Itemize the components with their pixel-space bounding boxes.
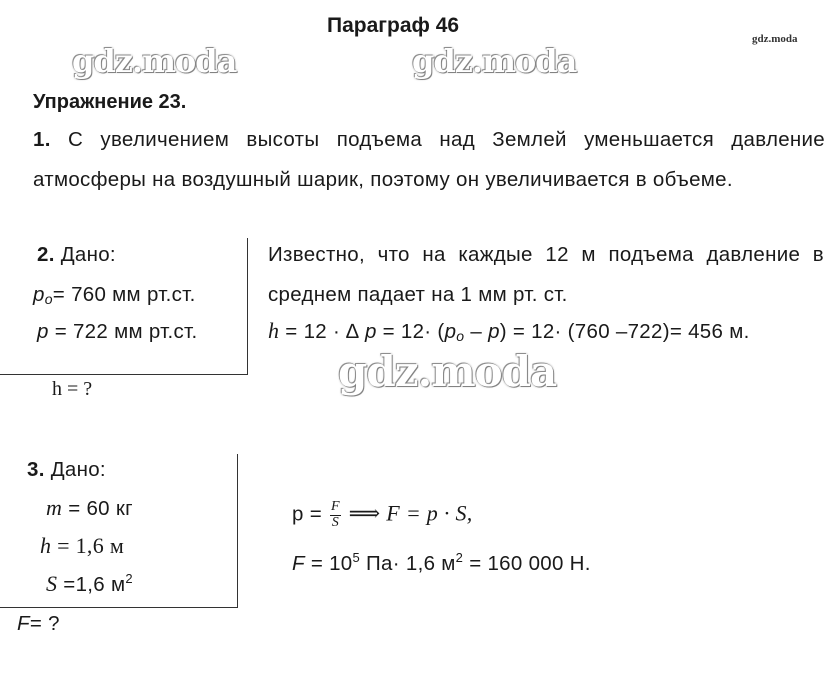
task2-find bbox=[52, 378, 92, 401]
task2-number: 2. bbox=[37, 243, 55, 266]
task3-formula2 bbox=[292, 552, 591, 576]
task2-given: Дано: bbox=[60, 243, 116, 266]
page-title: Параграф 46 bbox=[327, 14, 460, 37]
task3-frac-den: S bbox=[331, 515, 340, 530]
task3-f2-F: F bbox=[292, 552, 305, 575]
task2-formula-p2: p bbox=[488, 320, 500, 343]
task3-find bbox=[17, 612, 60, 636]
task3-formula1 bbox=[292, 500, 473, 530]
task3-f2-exp2: 2 bbox=[455, 550, 464, 565]
task3-given-divider bbox=[237, 454, 238, 608]
task3-h-symbol: h bbox=[40, 533, 52, 558]
task3-frac-num: F bbox=[330, 499, 340, 514]
task2-given-underline bbox=[0, 374, 248, 375]
task2-formula-p0: p bbox=[444, 320, 457, 343]
task2-p bbox=[37, 320, 197, 344]
task3-m-symbol: m bbox=[46, 495, 63, 520]
task3-implies: ⟹ bbox=[342, 500, 387, 526]
task1-number: 1. bbox=[33, 128, 51, 151]
task2-find-text: h = ? bbox=[52, 378, 93, 400]
task2-formula-b: = 12· ( bbox=[376, 320, 445, 343]
exercise-title: Упражнение 23. bbox=[33, 91, 187, 113]
watermark-2: gdz.moda bbox=[412, 42, 577, 80]
task2-given-divider bbox=[247, 238, 248, 374]
task3-given-underline bbox=[0, 607, 238, 608]
task3-formula-rest: F = p · S, bbox=[386, 500, 473, 526]
task3-f2-exp: 5 bbox=[352, 550, 361, 565]
task1-line2: атмосферы на воздушный шарик, поэтому он увеличивается в объеме. bbox=[33, 168, 733, 191]
task3-formula-p: p = bbox=[292, 502, 328, 526]
task3-given-label bbox=[27, 458, 106, 482]
task2-p-value: = 722 мм рт.ст. bbox=[48, 320, 198, 343]
task2-p0-symbol: p bbox=[33, 283, 45, 306]
task3-given: Дано: bbox=[50, 458, 106, 481]
watermark-3: gdz.moda bbox=[338, 347, 557, 396]
watermark-small: gdz.moda bbox=[752, 33, 798, 45]
task3-find-symbol: F bbox=[17, 612, 30, 635]
task2-solution-line2: среднем падает на 1 мм рт. ст. bbox=[268, 283, 568, 306]
task2-p0-value: = 760 мм рт.ст. bbox=[52, 283, 196, 306]
task2-p0 bbox=[33, 283, 196, 307]
task3-f2-c: = 160 000 Н. bbox=[463, 552, 591, 575]
task2-p-symbol: p bbox=[37, 320, 49, 343]
task3-s-symbol: S bbox=[46, 571, 58, 596]
task2-formula-a: = 12 · ∆ bbox=[279, 320, 365, 343]
watermark-1: gdz.moda bbox=[72, 42, 237, 80]
task2-formula-p: p bbox=[364, 320, 377, 343]
task2-formula-c: ) = 12· (760 –722)= 456 м. bbox=[499, 320, 750, 343]
task3-fraction bbox=[330, 500, 341, 530]
task3-s bbox=[46, 571, 133, 597]
task2-formula-h: h bbox=[268, 318, 280, 343]
task3-s-exp: 2 bbox=[125, 571, 133, 586]
task3-h bbox=[40, 533, 124, 559]
task3-m-value: = 60 кг bbox=[62, 497, 133, 520]
task1-line1 bbox=[33, 128, 825, 152]
task3-f2-a: = 10 bbox=[304, 552, 353, 575]
task2-solution-line1: Известно, что на каждые 12 м подъема давление в bbox=[268, 243, 824, 266]
task2-formula-p0-sub: o bbox=[456, 328, 465, 344]
task3-h-value: = 1,6 м bbox=[51, 533, 125, 558]
task2-formula-minus: – bbox=[464, 320, 489, 343]
task3-s-value: =1,6 м bbox=[57, 573, 126, 596]
task3-number: 3. bbox=[27, 458, 45, 481]
task2-given-label bbox=[37, 243, 116, 267]
task3-m bbox=[46, 495, 133, 521]
task2-formula bbox=[268, 318, 750, 344]
task3-f2-b: Па· 1,6 м bbox=[360, 552, 456, 575]
task1-text-line1: С увеличением высоты подъема над Землей уменьшается давление bbox=[68, 128, 825, 151]
task3-find-value: = ? bbox=[29, 612, 60, 635]
task2-p0-sub: o bbox=[44, 291, 53, 307]
